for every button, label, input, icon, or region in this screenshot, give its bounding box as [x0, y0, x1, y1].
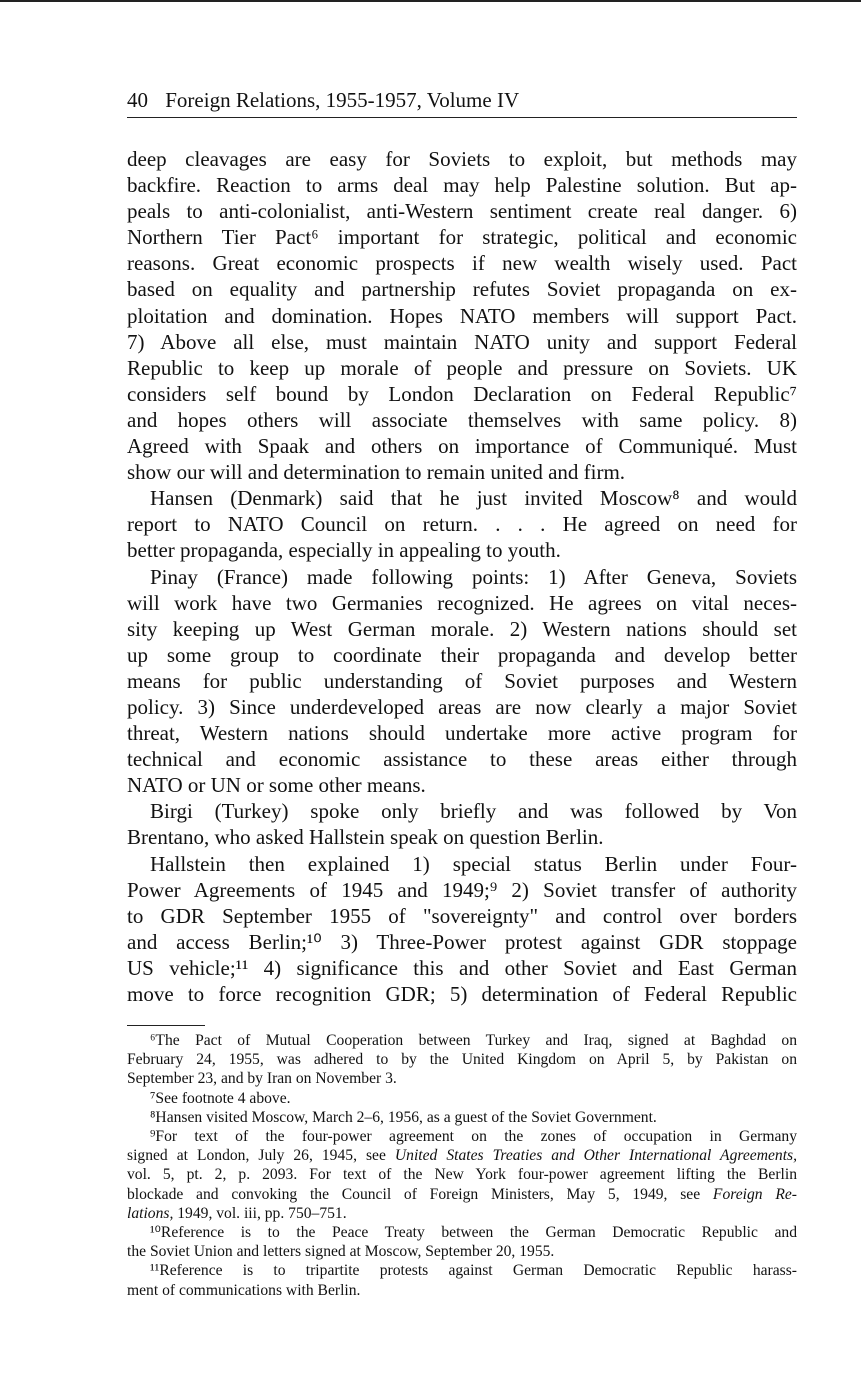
text-line: means for public understanding of Soviet purposes and Western: [127, 668, 797, 693]
paragraph: [127, 851, 797, 1008]
footnote: [127, 1261, 797, 1299]
text-line: up some group to coordinate their propaganda and develop better: [127, 642, 797, 667]
text-line: Birgi (Turkey) spoke only briefly and was followed by Von: [150, 799, 797, 824]
footnote-line: ⁶The Pact of Mutual Cooperation between Turkey and Iraq, signed at Baghdad on: [150, 1032, 797, 1049]
text-line: and access Berlin;¹⁰ 3) Three-Power protest against GDR stoppage: [127, 929, 797, 954]
text-segment: signed at London, July 26, 1945, see: [127, 1147, 395, 1165]
footnote-line: [127, 1204, 797, 1223]
footnote-line: ⁷See footnote 4 above.: [150, 1089, 291, 1107]
text-line: Pinay (France) made following points: 1) After Geneva, Soviets: [150, 564, 797, 589]
header-rule: [127, 117, 797, 118]
text-line: move to force recognition GDR; 5) determination of Federal Republic: [127, 982, 797, 1006]
text-line: US vehicle;¹¹ 4) significance this and other Soviet and East German: [127, 955, 797, 980]
text-line: Republic to keep up morale of people and pressure on Soviets. UK: [127, 355, 797, 380]
text-line: Hallstein then explained 1) special status Berlin under Four-: [150, 851, 797, 876]
text-line: policy. 3) Since underdeveloped areas are now clearly a major Soviet: [127, 694, 797, 719]
text-line: report to NATO Council on return. . . . He agreed on need for: [127, 512, 797, 537]
text-line: deep cleavages are easy for Soviets to exploit, but methods may: [127, 147, 797, 171]
page-number: 40: [127, 88, 148, 112]
text-line: better propaganda, especially in appealing to youth.: [127, 538, 561, 563]
footnote-line: the Soviet Union and letters signed at Moscow, September 20, 1955.: [127, 1243, 555, 1261]
text-line: Northern Tier Pact⁶ important for strategic, political and economic: [127, 225, 797, 250]
running-title: Foreign Relations, 1955-1957, Volume IV: [165, 88, 520, 112]
text-line: based on equality and partnership refutes Soviet propaganda on ex-: [127, 277, 797, 302]
text-line: considers self bound by London Declaration on Federal Republic⁷: [127, 381, 797, 406]
paragraph: [127, 564, 797, 799]
footnote-line: ¹⁰Reference is to the Peace Treaty between the German Democratic Republic and: [150, 1224, 797, 1242]
text-line: to GDR September 1955 of "sovereignty" and control over borders: [127, 903, 797, 928]
footnote: [127, 1127, 797, 1223]
text-line: backfire. Reaction to arms deal may help Palestine solution. But ap-: [127, 173, 797, 198]
text-line: Power Agreements of 1945 and 1949;⁹ 2) Soviet transfer of authority: [127, 877, 797, 902]
italic-citation: lations,: [127, 1204, 174, 1222]
text-line: threat, Western nations should undertake more active program for: [127, 721, 797, 746]
footnote-line: [127, 1146, 797, 1165]
footnote: [127, 1108, 797, 1127]
italic-citation: United States Treaties and Other International Agreements,: [394, 1147, 797, 1165]
footnotes: [127, 1031, 797, 1300]
paragraph: [127, 798, 797, 850]
text-line: show our will and determination to remain united and firm.: [127, 460, 626, 485]
body-text: [127, 146, 797, 1007]
footnote-line: ¹¹Reference is to tripartite protests against German Democratic Republic harass-: [150, 1262, 797, 1280]
text-line: Brentano, who asked Hallstein speak on question Berlin.: [127, 825, 604, 850]
text-line: sity keeping up West German morale. 2) Western nations should set: [127, 616, 797, 641]
footnote-line: ⁸Hansen visited Moscow, March 2–6, 1956, as a guest of the Soviet Government.: [150, 1108, 657, 1126]
text-line: 7) Above all else, must maintain NATO unity and support Federal: [127, 329, 797, 354]
footnote-line: ⁹For text of the four-power agreement on the zones of occupation in Germany: [150, 1128, 797, 1146]
footnote-line: vol. 5, pt. 2, p. 2093. For text of the New York four-power agreement lifting the Berlin: [127, 1166, 797, 1184]
footnote: [127, 1223, 797, 1261]
text-line: Agreed with Spaak and others on importance of Communiqué. Must: [127, 434, 797, 459]
text-segment: blockade and convoking the Council of Foreign Ministers, May 5, 1949, see: [127, 1185, 713, 1203]
text-segment: 1949, vol. iii, pp. 750–751.: [173, 1204, 347, 1222]
footnote-line: [127, 1185, 797, 1204]
text-line: peals to anti-colonialist, anti-Western sentiment create real danger. 6): [127, 199, 797, 224]
page-top-edge: [0, 0, 861, 2]
text-line: reasons. Great economic prospects if new wealth wisely used. Pact: [127, 251, 797, 276]
text-line: will work have two Germanies recognized. He agrees on vital neces-: [127, 590, 797, 615]
footnote-line: September 23, and by Iran on November 3.: [127, 1070, 397, 1088]
footnote: [127, 1031, 797, 1089]
italic-citation: Foreign Re-: [712, 1185, 797, 1203]
footnote-line: February 24, 1955, was adhered to by the United Kingdom on April 5, by Pakistan on: [127, 1051, 797, 1069]
footnote-line: ment of communications with Berlin.: [127, 1281, 361, 1299]
text-line: NATO or UN or some other means.: [127, 773, 426, 798]
footnote: [127, 1089, 797, 1108]
running-header: [127, 88, 797, 113]
text-line: Hansen (Denmark) said that he just invited Moscow⁸ and would: [150, 486, 797, 511]
paragraph: [127, 485, 797, 563]
footnote-rule: [127, 1025, 205, 1026]
text-line: and hopes others will associate themselves with same policy. 8): [127, 407, 797, 432]
paragraph: [127, 146, 797, 485]
text-line: technical and economic assistance to these areas either through: [127, 747, 797, 772]
text-line: ploitation and domination. Hopes NATO members will support Pact.: [127, 303, 797, 328]
